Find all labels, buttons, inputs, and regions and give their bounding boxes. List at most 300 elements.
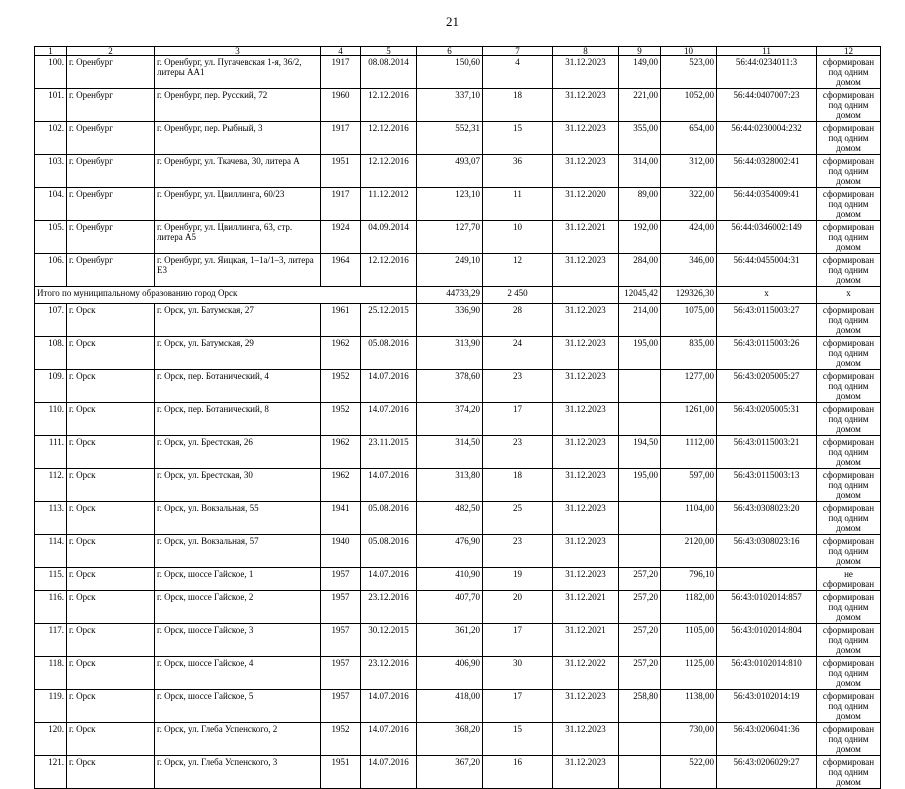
- resettlement-deadline: 31.12.2023: [553, 535, 619, 568]
- table-row: [35, 591, 881, 624]
- column-10-value: 1261,00: [661, 403, 717, 436]
- year-built: 1951: [321, 155, 361, 188]
- living-area: 476,90: [417, 535, 483, 568]
- land-status: сформирован под одним домом: [817, 624, 881, 657]
- address: г. Орск, ул. Вокзальная, 57: [155, 535, 321, 568]
- column-number-1: 1: [35, 47, 67, 56]
- resettlement-deadline: 31.12.2021: [553, 624, 619, 657]
- residents-count: 19: [483, 568, 553, 591]
- living-area: 378,60: [417, 370, 483, 403]
- column-number-8: 8: [553, 47, 619, 56]
- year-built: 1952: [321, 723, 361, 756]
- municipality: г. Орск: [67, 436, 155, 469]
- table-row: [35, 155, 881, 188]
- row-number: 113.: [35, 502, 67, 535]
- land-status: сформирован под одним домом: [817, 502, 881, 535]
- year-built: 1960: [321, 89, 361, 122]
- year-built: 1962: [321, 337, 361, 370]
- column-9-value: [619, 502, 661, 535]
- residents-count: 15: [483, 122, 553, 155]
- table-row: [35, 568, 881, 591]
- resettlement-deadline: 31.12.2020: [553, 188, 619, 221]
- living-area: 410,90: [417, 568, 483, 591]
- year-built: 1951: [321, 756, 361, 789]
- resettlement-deadline: 31.12.2023: [553, 304, 619, 337]
- total-column-10: 129326,30: [661, 287, 717, 304]
- living-area: 361,20: [417, 624, 483, 657]
- table-row: [35, 502, 881, 535]
- row-number: 119.: [35, 690, 67, 723]
- living-area: 249,10: [417, 254, 483, 287]
- cadastral-number: 56:44:0407007:23: [717, 89, 817, 122]
- total-row: [35, 287, 881, 304]
- year-built: 1917: [321, 56, 361, 89]
- year-built: 1924: [321, 221, 361, 254]
- residents-count: 25: [483, 502, 553, 535]
- living-area: 367,20: [417, 756, 483, 789]
- column-number-4: 4: [321, 47, 361, 56]
- land-status: не сформирован: [817, 568, 881, 591]
- recognition-date: 12.12.2016: [361, 89, 417, 122]
- column-9-value: [619, 723, 661, 756]
- column-10-value: 597,00: [661, 469, 717, 502]
- land-status: сформирован под одним домом: [817, 535, 881, 568]
- column-9-value: [619, 756, 661, 789]
- total-area: 44733,29: [417, 287, 483, 304]
- column-number-7: 7: [483, 47, 553, 56]
- recognition-date: 05.08.2016: [361, 535, 417, 568]
- municipality: г. Оренбург: [67, 254, 155, 287]
- living-area: 482,50: [417, 502, 483, 535]
- address: г. Орск, шоссе Гайское, 5: [155, 690, 321, 723]
- address: г. Орск, шоссе Гайское, 1: [155, 568, 321, 591]
- row-number: 100.: [35, 56, 67, 89]
- year-built: 1961: [321, 304, 361, 337]
- land-status: сформирован под одним домом: [817, 723, 881, 756]
- residents-count: 23: [483, 535, 553, 568]
- cadastral-number: 56:43:0308023:20: [717, 502, 817, 535]
- column-10-value: 1105,00: [661, 624, 717, 657]
- year-built: 1964: [321, 254, 361, 287]
- recognition-date: 23.11.2015: [361, 436, 417, 469]
- year-built: 1957: [321, 690, 361, 723]
- resettlement-deadline: 31.12.2023: [553, 568, 619, 591]
- row-number: 107.: [35, 304, 67, 337]
- row-number: 102.: [35, 122, 67, 155]
- cadastral-number: 56:43:0205005:27: [717, 370, 817, 403]
- land-status: сформирован под одним домом: [817, 469, 881, 502]
- table-row: [35, 469, 881, 502]
- row-number: 117.: [35, 624, 67, 657]
- address: г. Орск, шоссе Гайское, 2: [155, 591, 321, 624]
- table-row: [35, 89, 881, 122]
- land-status: сформирован под одним домом: [817, 690, 881, 723]
- column-10-value: 424,00: [661, 221, 717, 254]
- living-area: 493,07: [417, 155, 483, 188]
- column-9-value: 194,50: [619, 436, 661, 469]
- recognition-date: 25.12.2015: [361, 304, 417, 337]
- column-10-value: 2120,00: [661, 535, 717, 568]
- column-9-value: 195,00: [619, 337, 661, 370]
- residents-count: 30: [483, 657, 553, 690]
- address: г. Оренбург, ул. Пугачевская 1-я, 36/2, литеры АА1: [155, 56, 321, 89]
- cadastral-number: 56:43:0308023:16: [717, 535, 817, 568]
- column-10-value: 523,00: [661, 56, 717, 89]
- address: г. Оренбург, ул. Яицкая, 1–1а/1–3, литера Е3: [155, 254, 321, 287]
- column-9-value: [619, 370, 661, 403]
- column-9-value: 284,00: [619, 254, 661, 287]
- cadastral-number: 56:43:0102014:857: [717, 591, 817, 624]
- row-number: 104.: [35, 188, 67, 221]
- column-10-value: 730,00: [661, 723, 717, 756]
- column-10-value: 1112,00: [661, 436, 717, 469]
- column-10-value: 1277,00: [661, 370, 717, 403]
- table-row: [35, 188, 881, 221]
- row-number: 101.: [35, 89, 67, 122]
- table-row: [35, 624, 881, 657]
- resettlement-deadline: 31.12.2023: [553, 254, 619, 287]
- recognition-date: 23.12.2016: [361, 591, 417, 624]
- year-built: 1962: [321, 436, 361, 469]
- column-9-value: 258,80: [619, 690, 661, 723]
- column-number-11: 11: [717, 47, 817, 56]
- row-number: 112.: [35, 469, 67, 502]
- table-row: [35, 254, 881, 287]
- land-status: сформирован под одним домом: [817, 155, 881, 188]
- resettlement-deadline: 31.12.2023: [553, 436, 619, 469]
- address: г. Орск, шоссе Гайское, 4: [155, 657, 321, 690]
- land-status: сформирован под одним домом: [817, 89, 881, 122]
- total-count: 2 450: [483, 287, 553, 304]
- column-9-value: 89,00: [619, 188, 661, 221]
- residents-count: 11: [483, 188, 553, 221]
- column-9-value: 257,20: [619, 624, 661, 657]
- column-number-3: 3: [155, 47, 321, 56]
- cadastral-number: 56:44:0328002:41: [717, 155, 817, 188]
- cadastral-number: 56:43:0206041:36: [717, 723, 817, 756]
- column-9-value: 257,20: [619, 591, 661, 624]
- year-built: 1917: [321, 122, 361, 155]
- living-area: 406,90: [417, 657, 483, 690]
- municipality: г. Оренбург: [67, 122, 155, 155]
- living-area: 123,10: [417, 188, 483, 221]
- column-number-2: 2: [67, 47, 155, 56]
- table-row: [35, 403, 881, 436]
- land-status: сформирован под одним домом: [817, 756, 881, 789]
- column-10-value: 1104,00: [661, 502, 717, 535]
- page-number: 21: [446, 14, 459, 29]
- column-number-6: 6: [417, 47, 483, 56]
- resettlement-deadline: 31.12.2023: [553, 370, 619, 403]
- land-status: сформирован под одним домом: [817, 188, 881, 221]
- residents-count: 23: [483, 370, 553, 403]
- cadastral-number: 56:43:0115003:26: [717, 337, 817, 370]
- column-9-value: 257,20: [619, 568, 661, 591]
- resettlement-deadline: 31.12.2023: [553, 756, 619, 789]
- resettlement-deadline: 31.12.2023: [553, 89, 619, 122]
- year-built: 1952: [321, 370, 361, 403]
- municipality: г. Орск: [67, 304, 155, 337]
- recognition-date: 12.12.2016: [361, 254, 417, 287]
- municipality: г. Орск: [67, 568, 155, 591]
- column-10-value: 1052,00: [661, 89, 717, 122]
- recognition-date: 30.12.2015: [361, 624, 417, 657]
- resettlement-deadline: 31.12.2023: [553, 56, 619, 89]
- resettlement-deadline: 31.12.2023: [553, 155, 619, 188]
- table-row: [35, 657, 881, 690]
- municipality: г. Оренбург: [67, 89, 155, 122]
- address: г. Орск, ул. Батумская, 29: [155, 337, 321, 370]
- column-9-value: 195,00: [619, 469, 661, 502]
- recognition-date: 14.07.2016: [361, 756, 417, 789]
- living-area: 313,90: [417, 337, 483, 370]
- total-empty: [553, 287, 619, 304]
- table-row: [35, 723, 881, 756]
- column-number-10: 10: [661, 47, 717, 56]
- municipality: г. Оренбург: [67, 56, 155, 89]
- land-status: сформирован под одним домом: [817, 657, 881, 690]
- residents-count: 20: [483, 591, 553, 624]
- column-9-value: 221,00: [619, 89, 661, 122]
- living-area: 552,31: [417, 122, 483, 155]
- row-number: 106.: [35, 254, 67, 287]
- address: г. Орск, пер. Ботанический, 4: [155, 370, 321, 403]
- recognition-date: 05.08.2016: [361, 337, 417, 370]
- table-row: [35, 221, 881, 254]
- year-built: 1940: [321, 535, 361, 568]
- column-10-value: 796,10: [661, 568, 717, 591]
- residents-count: 36: [483, 155, 553, 188]
- column-9-value: 192,00: [619, 221, 661, 254]
- row-number: 110.: [35, 403, 67, 436]
- column-9-value: [619, 535, 661, 568]
- municipality: г. Орск: [67, 624, 155, 657]
- year-built: 1957: [321, 657, 361, 690]
- cadastral-number: 56:44:0230004:232: [717, 122, 817, 155]
- column-10-value: 1182,00: [661, 591, 717, 624]
- municipality: г. Орск: [67, 370, 155, 403]
- municipality: г. Орск: [67, 591, 155, 624]
- year-built: 1952: [321, 403, 361, 436]
- year-built: 1941: [321, 502, 361, 535]
- cadastral-number: 56:43:0206029:27: [717, 756, 817, 789]
- total-column-9: 12045,42: [619, 287, 661, 304]
- living-area: 314,50: [417, 436, 483, 469]
- row-number: 105.: [35, 221, 67, 254]
- residents-count: 18: [483, 89, 553, 122]
- municipality: г. Орск: [67, 403, 155, 436]
- municipality: г. Орск: [67, 723, 155, 756]
- municipality: г. Орск: [67, 337, 155, 370]
- residents-count: 17: [483, 403, 553, 436]
- land-status: сформирован под одним домом: [817, 370, 881, 403]
- row-number: 116.: [35, 591, 67, 624]
- column-number-5: 5: [361, 47, 417, 56]
- recognition-date: 04.09.2014: [361, 221, 417, 254]
- residents-count: 17: [483, 690, 553, 723]
- land-status: сформирован под одним домом: [817, 337, 881, 370]
- living-area: 374,20: [417, 403, 483, 436]
- column-9-value: 355,00: [619, 122, 661, 155]
- row-number: 120.: [35, 723, 67, 756]
- living-area: 368,20: [417, 723, 483, 756]
- year-built: 1962: [321, 469, 361, 502]
- column-9-value: [619, 403, 661, 436]
- residents-count: 17: [483, 624, 553, 657]
- row-number: 121.: [35, 756, 67, 789]
- housing-register-table: [34, 46, 881, 789]
- municipality: г. Оренбург: [67, 155, 155, 188]
- address: г. Орск, ул. Вокзальная, 55: [155, 502, 321, 535]
- recognition-date: 12.12.2016: [361, 122, 417, 155]
- municipality: г. Орск: [67, 657, 155, 690]
- total-x-2: x: [817, 287, 881, 304]
- land-status: сформирован под одним домом: [817, 403, 881, 436]
- recognition-date: 05.08.2016: [361, 502, 417, 535]
- column-9-value: 257,20: [619, 657, 661, 690]
- land-status: сформирован под одним домом: [817, 304, 881, 337]
- row-number: 108.: [35, 337, 67, 370]
- row-number: 109.: [35, 370, 67, 403]
- address: г. Орск, пер. Ботанический, 8: [155, 403, 321, 436]
- residents-count: 18: [483, 469, 553, 502]
- recognition-date: 11.12.2012: [361, 188, 417, 221]
- residents-count: 23: [483, 436, 553, 469]
- resettlement-deadline: 31.12.2023: [553, 690, 619, 723]
- column-9-value: 149,00: [619, 56, 661, 89]
- table-row: [35, 690, 881, 723]
- cadastral-number: [717, 568, 817, 591]
- year-built: 1957: [321, 624, 361, 657]
- recognition-date: 12.12.2016: [361, 155, 417, 188]
- residents-count: 4: [483, 56, 553, 89]
- table-row: [35, 756, 881, 789]
- cadastral-number: 56:44:0234011:3: [717, 56, 817, 89]
- table-row: [35, 337, 881, 370]
- column-10-value: 322,00: [661, 188, 717, 221]
- cadastral-number: 56:44:0354009:41: [717, 188, 817, 221]
- residents-count: 10: [483, 221, 553, 254]
- address: г. Оренбург, ул. Ткачева, 30, литера А: [155, 155, 321, 188]
- cadastral-number: 56:43:0115003:27: [717, 304, 817, 337]
- residents-count: 16: [483, 756, 553, 789]
- living-area: 337,10: [417, 89, 483, 122]
- living-area: 418,00: [417, 690, 483, 723]
- table-row: [35, 304, 881, 337]
- municipality: г. Орск: [67, 690, 155, 723]
- residents-count: 24: [483, 337, 553, 370]
- land-status: сформирован под одним домом: [817, 221, 881, 254]
- column-10-value: 835,00: [661, 337, 717, 370]
- address: г. Орск, ул. Глеба Успенского, 2: [155, 723, 321, 756]
- total-x-1: x: [717, 287, 817, 304]
- table-row: [35, 535, 881, 568]
- column-10-value: 1075,00: [661, 304, 717, 337]
- total-label: Итого по муниципальному образованию город Орск: [35, 287, 417, 304]
- resettlement-deadline: 31.12.2023: [553, 403, 619, 436]
- residents-count: 12: [483, 254, 553, 287]
- municipality: г. Орск: [67, 756, 155, 789]
- recognition-date: 08.08.2014: [361, 56, 417, 89]
- recognition-date: 14.07.2016: [361, 690, 417, 723]
- column-10-value: 1138,00: [661, 690, 717, 723]
- resettlement-deadline: 31.12.2023: [553, 122, 619, 155]
- address: г. Орск, ул. Брестская, 26: [155, 436, 321, 469]
- recognition-date: 14.07.2016: [361, 568, 417, 591]
- column-number-9: 9: [619, 47, 661, 56]
- year-built: 1917: [321, 188, 361, 221]
- cadastral-number: 56:44:0346002:149: [717, 221, 817, 254]
- column-9-value: 314,00: [619, 155, 661, 188]
- cadastral-number: 56:43:0102014:19: [717, 690, 817, 723]
- address: г. Оренбург, ул. Цвиллинга, 60/23: [155, 188, 321, 221]
- living-area: 336,90: [417, 304, 483, 337]
- resettlement-deadline: 31.12.2021: [553, 591, 619, 624]
- year-built: 1957: [321, 591, 361, 624]
- resettlement-deadline: 31.12.2021: [553, 221, 619, 254]
- resettlement-deadline: 31.12.2023: [553, 469, 619, 502]
- living-area: 407,70: [417, 591, 483, 624]
- address: г. Оренбург, пер. Рыбный, 3: [155, 122, 321, 155]
- recognition-date: 14.07.2016: [361, 403, 417, 436]
- column-9-value: 214,00: [619, 304, 661, 337]
- resettlement-deadline: 31.12.2022: [553, 657, 619, 690]
- column-10-value: 346,00: [661, 254, 717, 287]
- column-10-value: 1125,00: [661, 657, 717, 690]
- cadastral-number: 56:44:0455004:31: [717, 254, 817, 287]
- land-status: сформирован под одним домом: [817, 56, 881, 89]
- year-built: 1957: [321, 568, 361, 591]
- row-number: 118.: [35, 657, 67, 690]
- recognition-date: 14.07.2016: [361, 469, 417, 502]
- resettlement-deadline: 31.12.2023: [553, 723, 619, 756]
- residents-count: 15: [483, 723, 553, 756]
- cadastral-number: 56:43:0102014:804: [717, 624, 817, 657]
- municipality: г. Оренбург: [67, 188, 155, 221]
- address: г. Оренбург, пер. Русский, 72: [155, 89, 321, 122]
- table-row: [35, 122, 881, 155]
- land-status: сформирован под одним домом: [817, 122, 881, 155]
- municipality: г. Оренбург: [67, 221, 155, 254]
- address: г. Орск, ул. Брестская, 30: [155, 469, 321, 502]
- row-number: 111.: [35, 436, 67, 469]
- table-row: [35, 436, 881, 469]
- recognition-date: 23.12.2016: [361, 657, 417, 690]
- cadastral-number: 56:43:0115003:13: [717, 469, 817, 502]
- address: г. Орск, ул. Глеба Успенского, 3: [155, 756, 321, 789]
- row-number: 115.: [35, 568, 67, 591]
- living-area: 313,80: [417, 469, 483, 502]
- address: г. Орск, шоссе Гайское, 3: [155, 624, 321, 657]
- living-area: 150,60: [417, 56, 483, 89]
- living-area: 127,70: [417, 221, 483, 254]
- column-number-12: 12: [817, 47, 881, 56]
- column-10-value: 522,00: [661, 756, 717, 789]
- column-10-value: 654,00: [661, 122, 717, 155]
- cadastral-number: 56:43:0205005:31: [717, 403, 817, 436]
- land-status: сформирован под одним домом: [817, 254, 881, 287]
- resettlement-deadline: 31.12.2023: [553, 502, 619, 535]
- address: г. Оренбург, ул. Цвиллинга, 63, стр. литера А5: [155, 221, 321, 254]
- cadastral-number: 56:43:0102014:810: [717, 657, 817, 690]
- column-10-value: 312,00: [661, 155, 717, 188]
- table-row: [35, 370, 881, 403]
- residents-count: 28: [483, 304, 553, 337]
- municipality: г. Орск: [67, 535, 155, 568]
- municipality: г. Орск: [67, 469, 155, 502]
- column-number-row: [35, 47, 881, 56]
- recognition-date: 14.07.2016: [361, 723, 417, 756]
